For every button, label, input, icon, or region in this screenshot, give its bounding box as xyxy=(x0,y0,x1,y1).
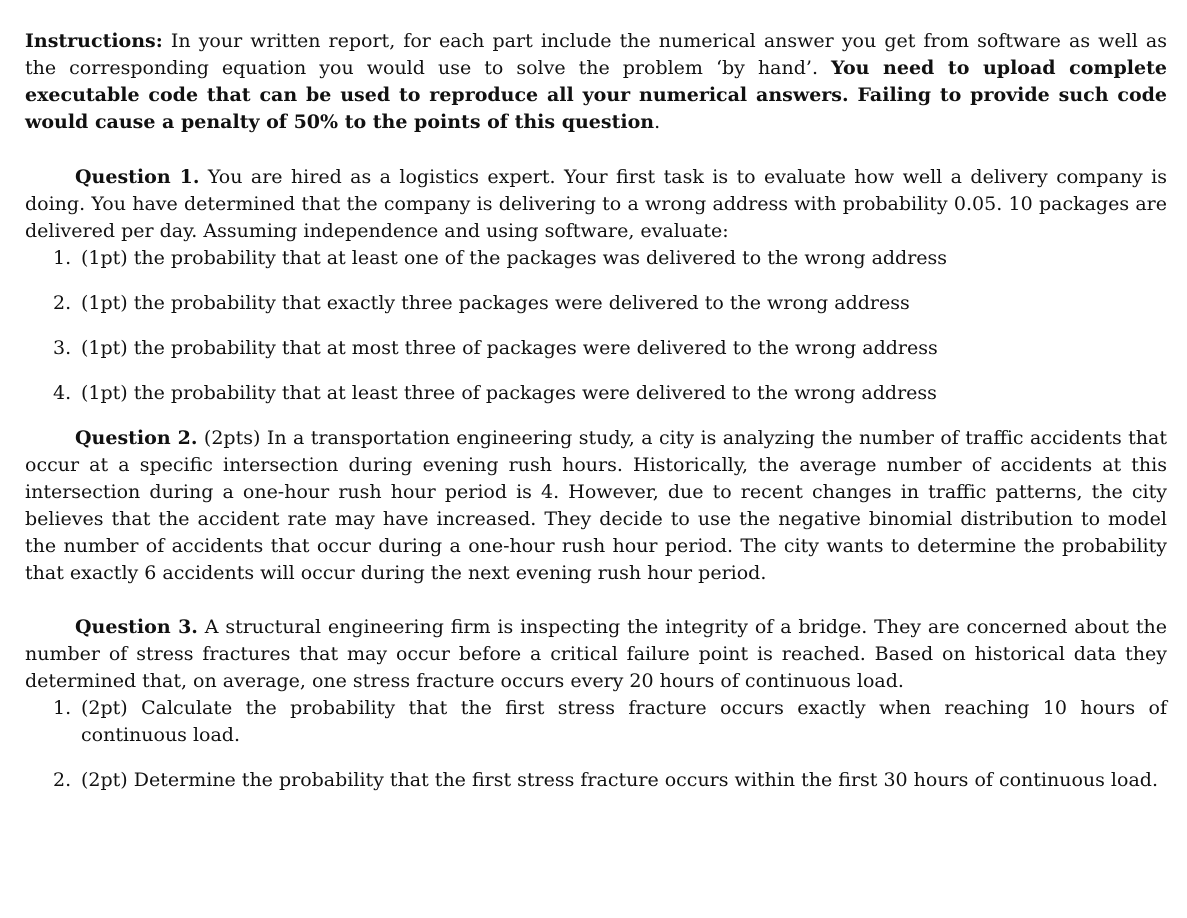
list-item-text: (1pt) the probability that at least one of the packages was delivered to the wrong address xyxy=(81,247,948,269)
list-item-text: (2pt) Determine the probability that the first stress fracture occurs within the first 30 hours of continuous load. xyxy=(81,769,1158,791)
spacer xyxy=(25,587,1167,614)
list-item-number: 1. xyxy=(53,247,72,269)
list-item-number: 2. xyxy=(53,292,72,314)
question2-paragraph xyxy=(25,425,1167,587)
list-item xyxy=(25,335,1167,362)
list-item xyxy=(25,245,1167,272)
list-item-number: 1. xyxy=(53,697,72,719)
document-page xyxy=(25,28,1167,812)
question2-label: Question 2. xyxy=(75,427,198,449)
list-item-text: (2pt) Calculate the probability that the first stress fracture occurs exactly when reaching 10 hours of continuous load. xyxy=(81,697,1167,746)
list-item xyxy=(25,695,1167,749)
list-item xyxy=(25,290,1167,317)
question3-text: A structural engineering firm is inspecting the integrity of a bridge. They are concerned about the number of stress fractures that may occur before a critical failure point is reached. Based on historical data they determined that, on average, one stress fracture occurs every 20 hours of continuous load. xyxy=(25,616,1167,692)
question1-text: You are hired as a logistics expert. Your first task is to evaluate how well a delivery company is doing. You have determined that the company is delivering to a wrong address with probability 0.05. 10 packages are delivered per day. Assuming independence and using software, evaluate: xyxy=(25,166,1167,242)
question1-paragraph xyxy=(25,164,1167,245)
list-item-number: 4. xyxy=(53,382,72,404)
question1-label: Question 1. xyxy=(75,166,200,188)
list-item-number: 2. xyxy=(53,769,72,791)
list-item-number: 3. xyxy=(53,337,72,359)
instructions-text: In your written report, for each part include the numerical answer you get from software as well as the corresponding equation you would use to solve the problem ‘by hand’. xyxy=(25,30,1167,79)
question3-paragraph xyxy=(25,614,1167,695)
instructions-end: . xyxy=(654,111,661,133)
list-item xyxy=(25,767,1167,794)
question3-list xyxy=(25,695,1167,794)
instructions-label: Instructions: xyxy=(25,30,163,52)
list-item-text: (1pt) the probability that exactly three packages were delivered to the wrong address xyxy=(81,292,910,314)
question2-text: (2pts) In a transportation engineering study, a city is analyzing the number of traffic accidents that occur at a specific intersection during evening rush hours. Historically, the average number of accidents at this intersection during a one-hour rush hour period is 4. However, due to recent changes in traffic patterns, the city believes that the accident rate may have increased. They decide to use the negative binomial distribution to model the number of accidents that occur during a one-hour rush hour period. The city wants to determine the probability that exactly 6 accidents will occur during the next evening rush hour period. xyxy=(25,427,1167,584)
instructions-bold-text: You need to upload complete executable code that can be used to reproduce all your numerical answers. Failing to provide such code would cause a penalty of 50% to the points of this question xyxy=(25,57,1167,133)
list-item-text: (1pt) the probability that at least three of packages were delivered to the wrong address xyxy=(81,382,937,404)
list-item-text: (1pt) the probability that at most three of packages were delivered to the wrong address xyxy=(81,337,938,359)
list-item xyxy=(25,380,1167,407)
question3-label: Question 3. xyxy=(75,616,198,638)
spacer xyxy=(25,136,1167,164)
instructions-paragraph xyxy=(25,28,1167,136)
question1-list xyxy=(25,245,1167,407)
